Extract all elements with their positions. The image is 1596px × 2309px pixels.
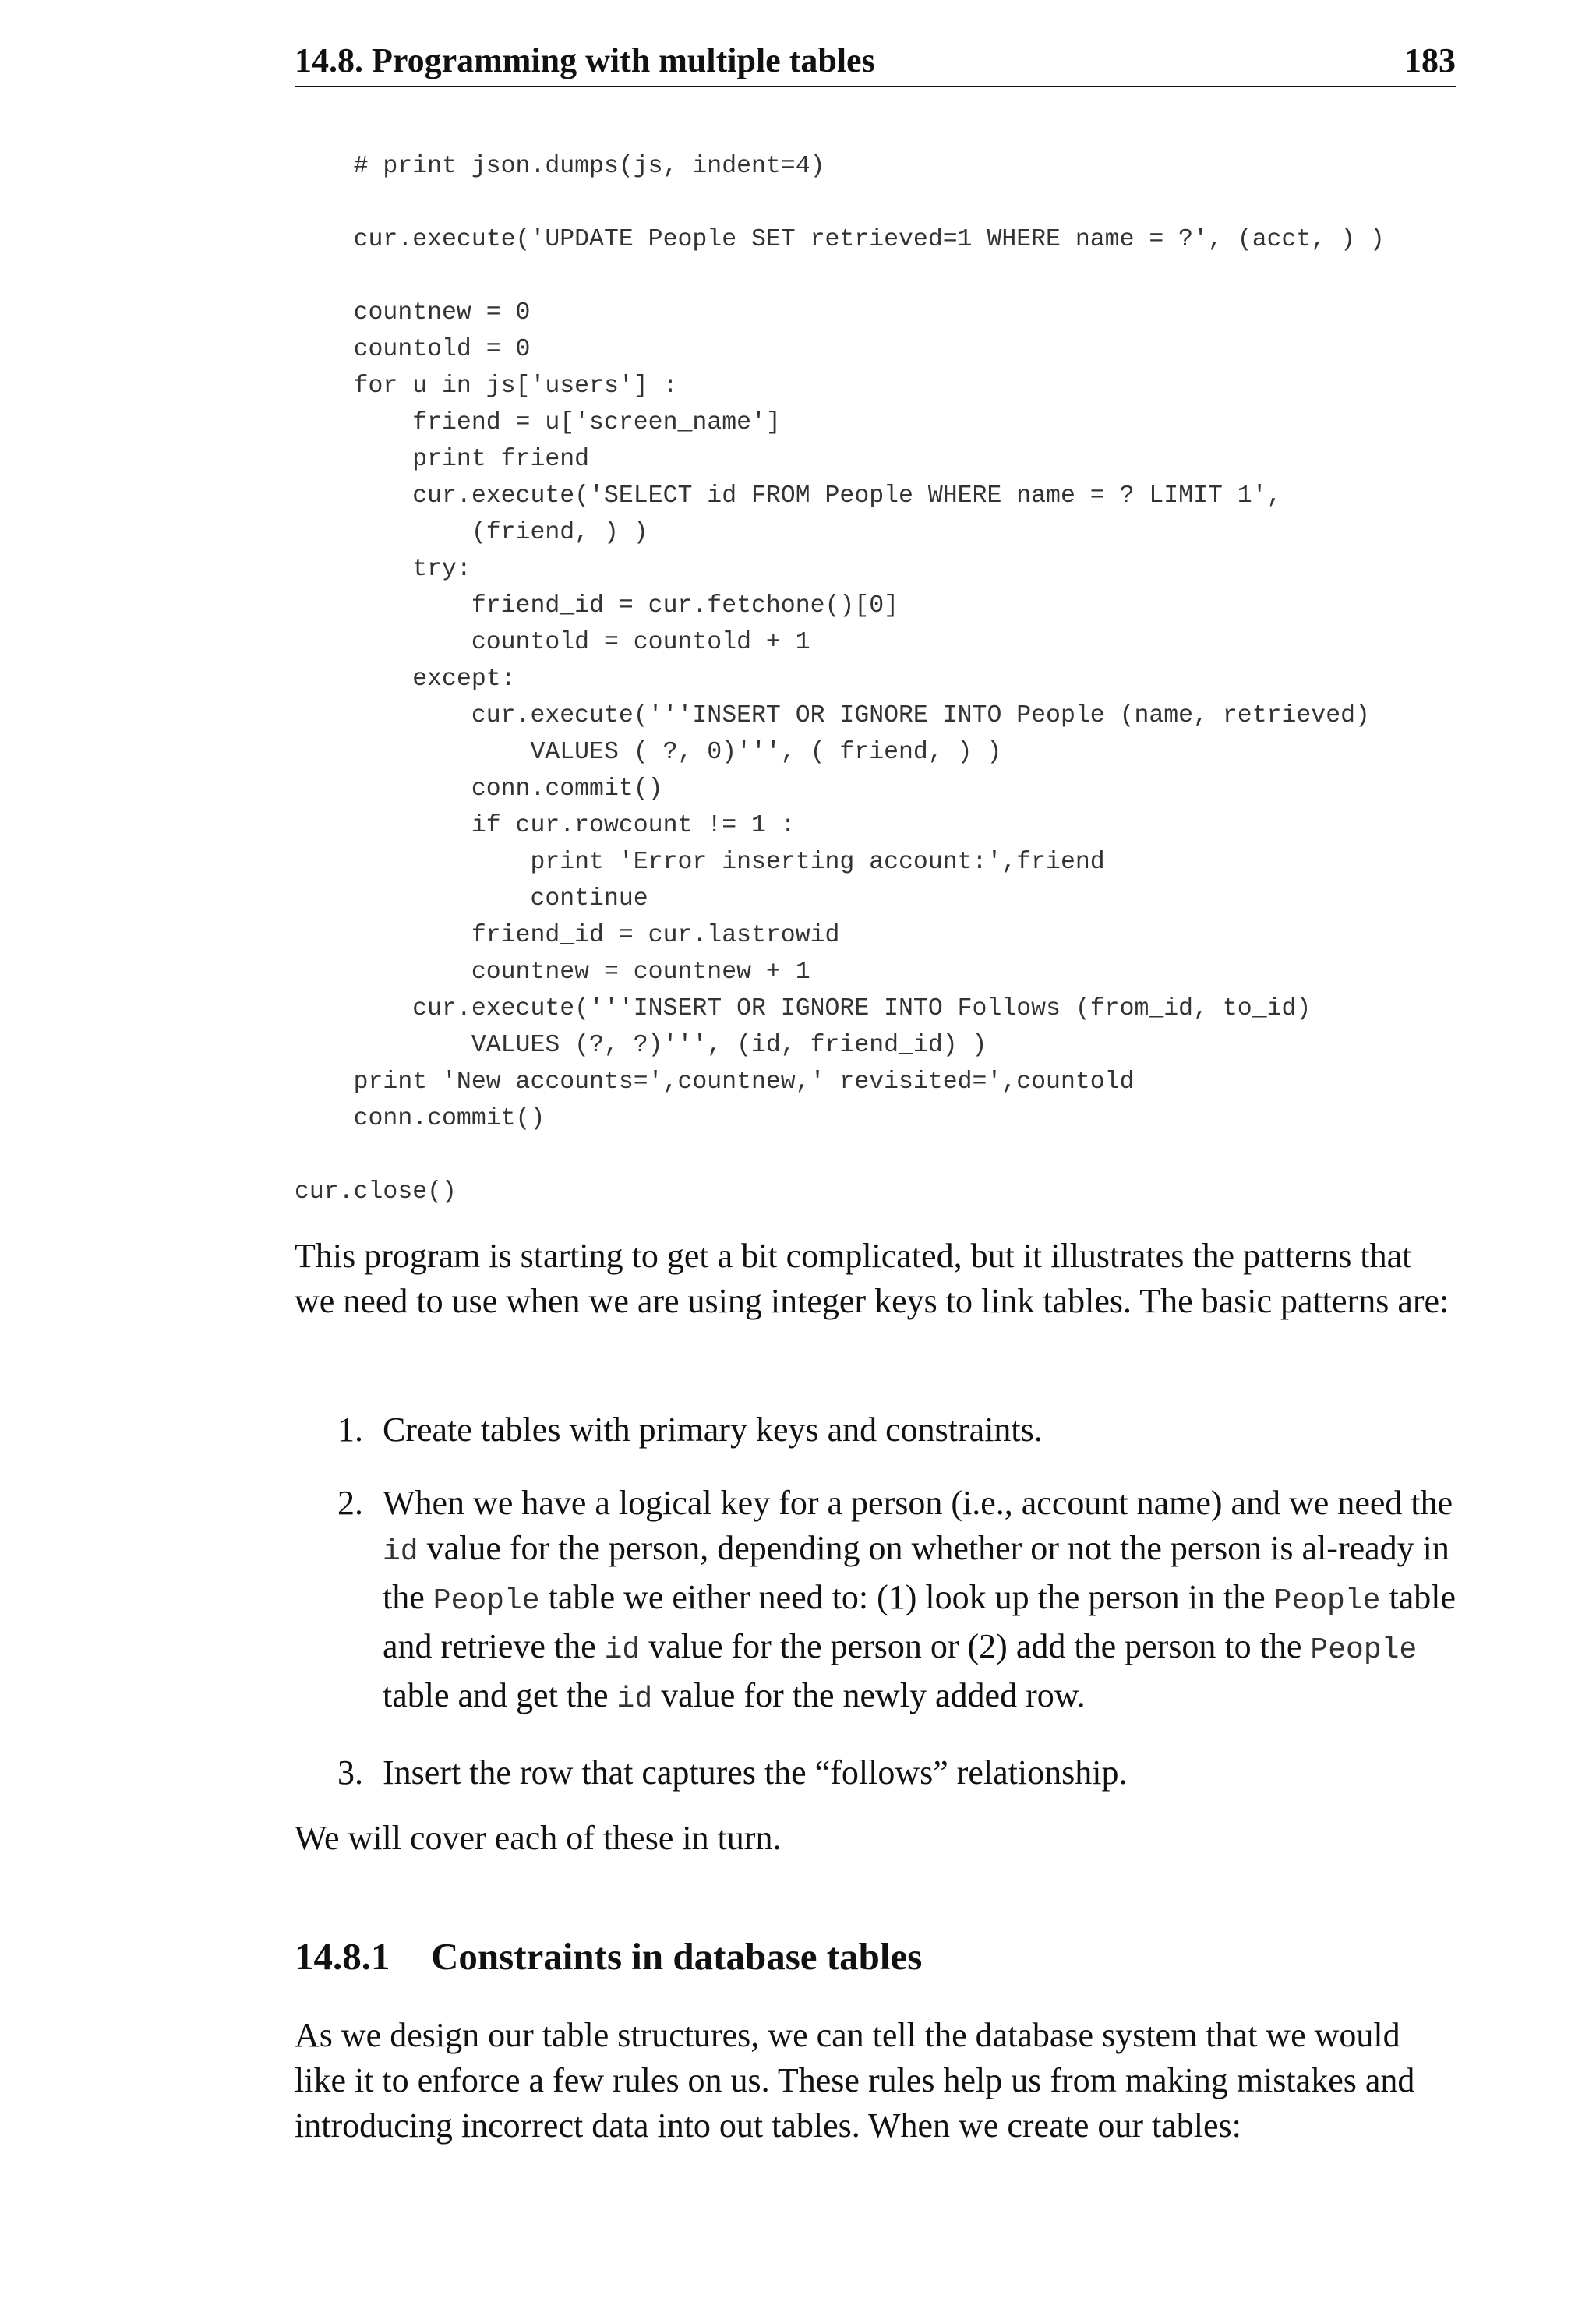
code-listing bbox=[295, 148, 1385, 1210]
body-paragraph-constraints: As we design our table structures, we can tell the database system that we would like it to enforce a few rules on us. These rules help us from making mistakes and introducing incorrect data into out tables. When we create our tables: bbox=[295, 2016, 1415, 2145]
list-item-text: Create tables with primary keys and constraints. bbox=[383, 1410, 1043, 1449]
code-line: continue bbox=[295, 885, 648, 913]
code-line: cur.close() bbox=[295, 1178, 457, 1206]
code-line: countold = countold + 1 bbox=[295, 629, 810, 656]
code-line: countold = 0 bbox=[295, 336, 531, 363]
inline-code: People bbox=[1273, 1584, 1381, 1618]
page-number: 183 bbox=[1404, 41, 1456, 79]
list-item-text-segment: value for the newly added row. bbox=[652, 1676, 1086, 1714]
patterns-list bbox=[295, 1407, 1456, 1795]
code-line: # print json.dumps(js, indent=4) bbox=[295, 153, 825, 180]
list-item-text-segment: table and get the bbox=[383, 1676, 617, 1714]
body-paragraph-intro: This program is starting to get a bit complicated, but it illustrates the patterns that we need to use when we are using integer keys to link tables. The basic patterns are: bbox=[295, 1237, 1449, 1320]
section-title: Constraints in database tables bbox=[431, 1935, 923, 1978]
inline-code: id bbox=[616, 1682, 653, 1716]
list-item-number: 1. bbox=[337, 1410, 363, 1449]
code-line: cur.execute('''INSERT OR IGNORE INTO Follows (from_id, to_id) bbox=[295, 995, 1312, 1022]
header-section-title: 14.8. Programming with multiple tables bbox=[295, 41, 875, 79]
code-line: VALUES ( ?, 0)''', ( friend, ) ) bbox=[295, 739, 1002, 766]
code-line: VALUES (?, ?)''', (id, friend_id) ) bbox=[295, 1032, 987, 1059]
section-heading bbox=[295, 1934, 922, 1979]
code-line: try: bbox=[295, 556, 471, 583]
code-line bbox=[295, 258, 1385, 295]
body-paragraph-cover: We will cover each of these in turn. bbox=[295, 1819, 782, 1857]
list-item bbox=[295, 1407, 1456, 1453]
code-line: cur.execute('''INSERT OR IGNORE INTO People (name, retrieved) bbox=[295, 702, 1370, 729]
inline-code: id bbox=[383, 1535, 418, 1569]
list-item bbox=[295, 1750, 1456, 1795]
code-line: print 'Error inserting account:',friend bbox=[295, 849, 1105, 876]
code-line bbox=[295, 185, 1385, 221]
code-line: print friend bbox=[295, 446, 590, 473]
code-line: friend_id = cur.fetchone()[0] bbox=[295, 592, 899, 620]
code-line: if cur.rowcount != 1 : bbox=[295, 812, 796, 839]
list-item bbox=[295, 1481, 1456, 1722]
list-item-number: 2. bbox=[337, 1484, 363, 1522]
list-item-text-segment: table and retrieve the bbox=[383, 1578, 1456, 1665]
inline-code: People bbox=[1310, 1633, 1418, 1667]
code-line: conn.commit() bbox=[295, 775, 663, 803]
code-line: cur.execute('SELECT id FROM People WHERE name = ? LIMIT 1', bbox=[295, 482, 1282, 510]
code-line: friend = u['screen_name'] bbox=[295, 409, 781, 436]
code-line: countnew = 0 bbox=[295, 299, 531, 327]
code-line: (friend, ) ) bbox=[295, 519, 648, 546]
code-line: for u in js['users'] : bbox=[295, 372, 678, 400]
list-item-number: 3. bbox=[337, 1753, 363, 1792]
list-item-text: Insert the row that captures the “follows” relationship. bbox=[383, 1753, 1128, 1792]
code-line: conn.commit() bbox=[295, 1105, 546, 1132]
code-line: cur.execute('UPDATE People SET retrieved=1 WHERE name = ?', (acct, ) ) bbox=[295, 226, 1385, 253]
code-line: except: bbox=[295, 666, 516, 693]
list-item-text-segment: value for the person, depending on whether or not the person is al-ready in the bbox=[383, 1529, 1449, 1616]
list-item-text-segment: When we have a logical key for a person (i.e., account name) and we need the bbox=[383, 1484, 1453, 1522]
inline-code: People bbox=[433, 1584, 540, 1618]
list-item-text-segment: table we either need to: (1) look up the person in the bbox=[539, 1578, 1274, 1616]
code-line bbox=[295, 1137, 1385, 1174]
code-line: countnew = countnew + 1 bbox=[295, 959, 810, 986]
code-line: print 'New accounts=',countnew,' revisited=',countold bbox=[295, 1068, 1135, 1096]
section-number: 14.8.1 bbox=[295, 1935, 390, 1978]
list-item-text-segment: value for the person or (2) add the person to the bbox=[640, 1627, 1311, 1665]
code-line: friend_id = cur.lastrowid bbox=[295, 922, 840, 949]
running-header bbox=[295, 37, 1456, 87]
inline-code: id bbox=[604, 1633, 641, 1667]
